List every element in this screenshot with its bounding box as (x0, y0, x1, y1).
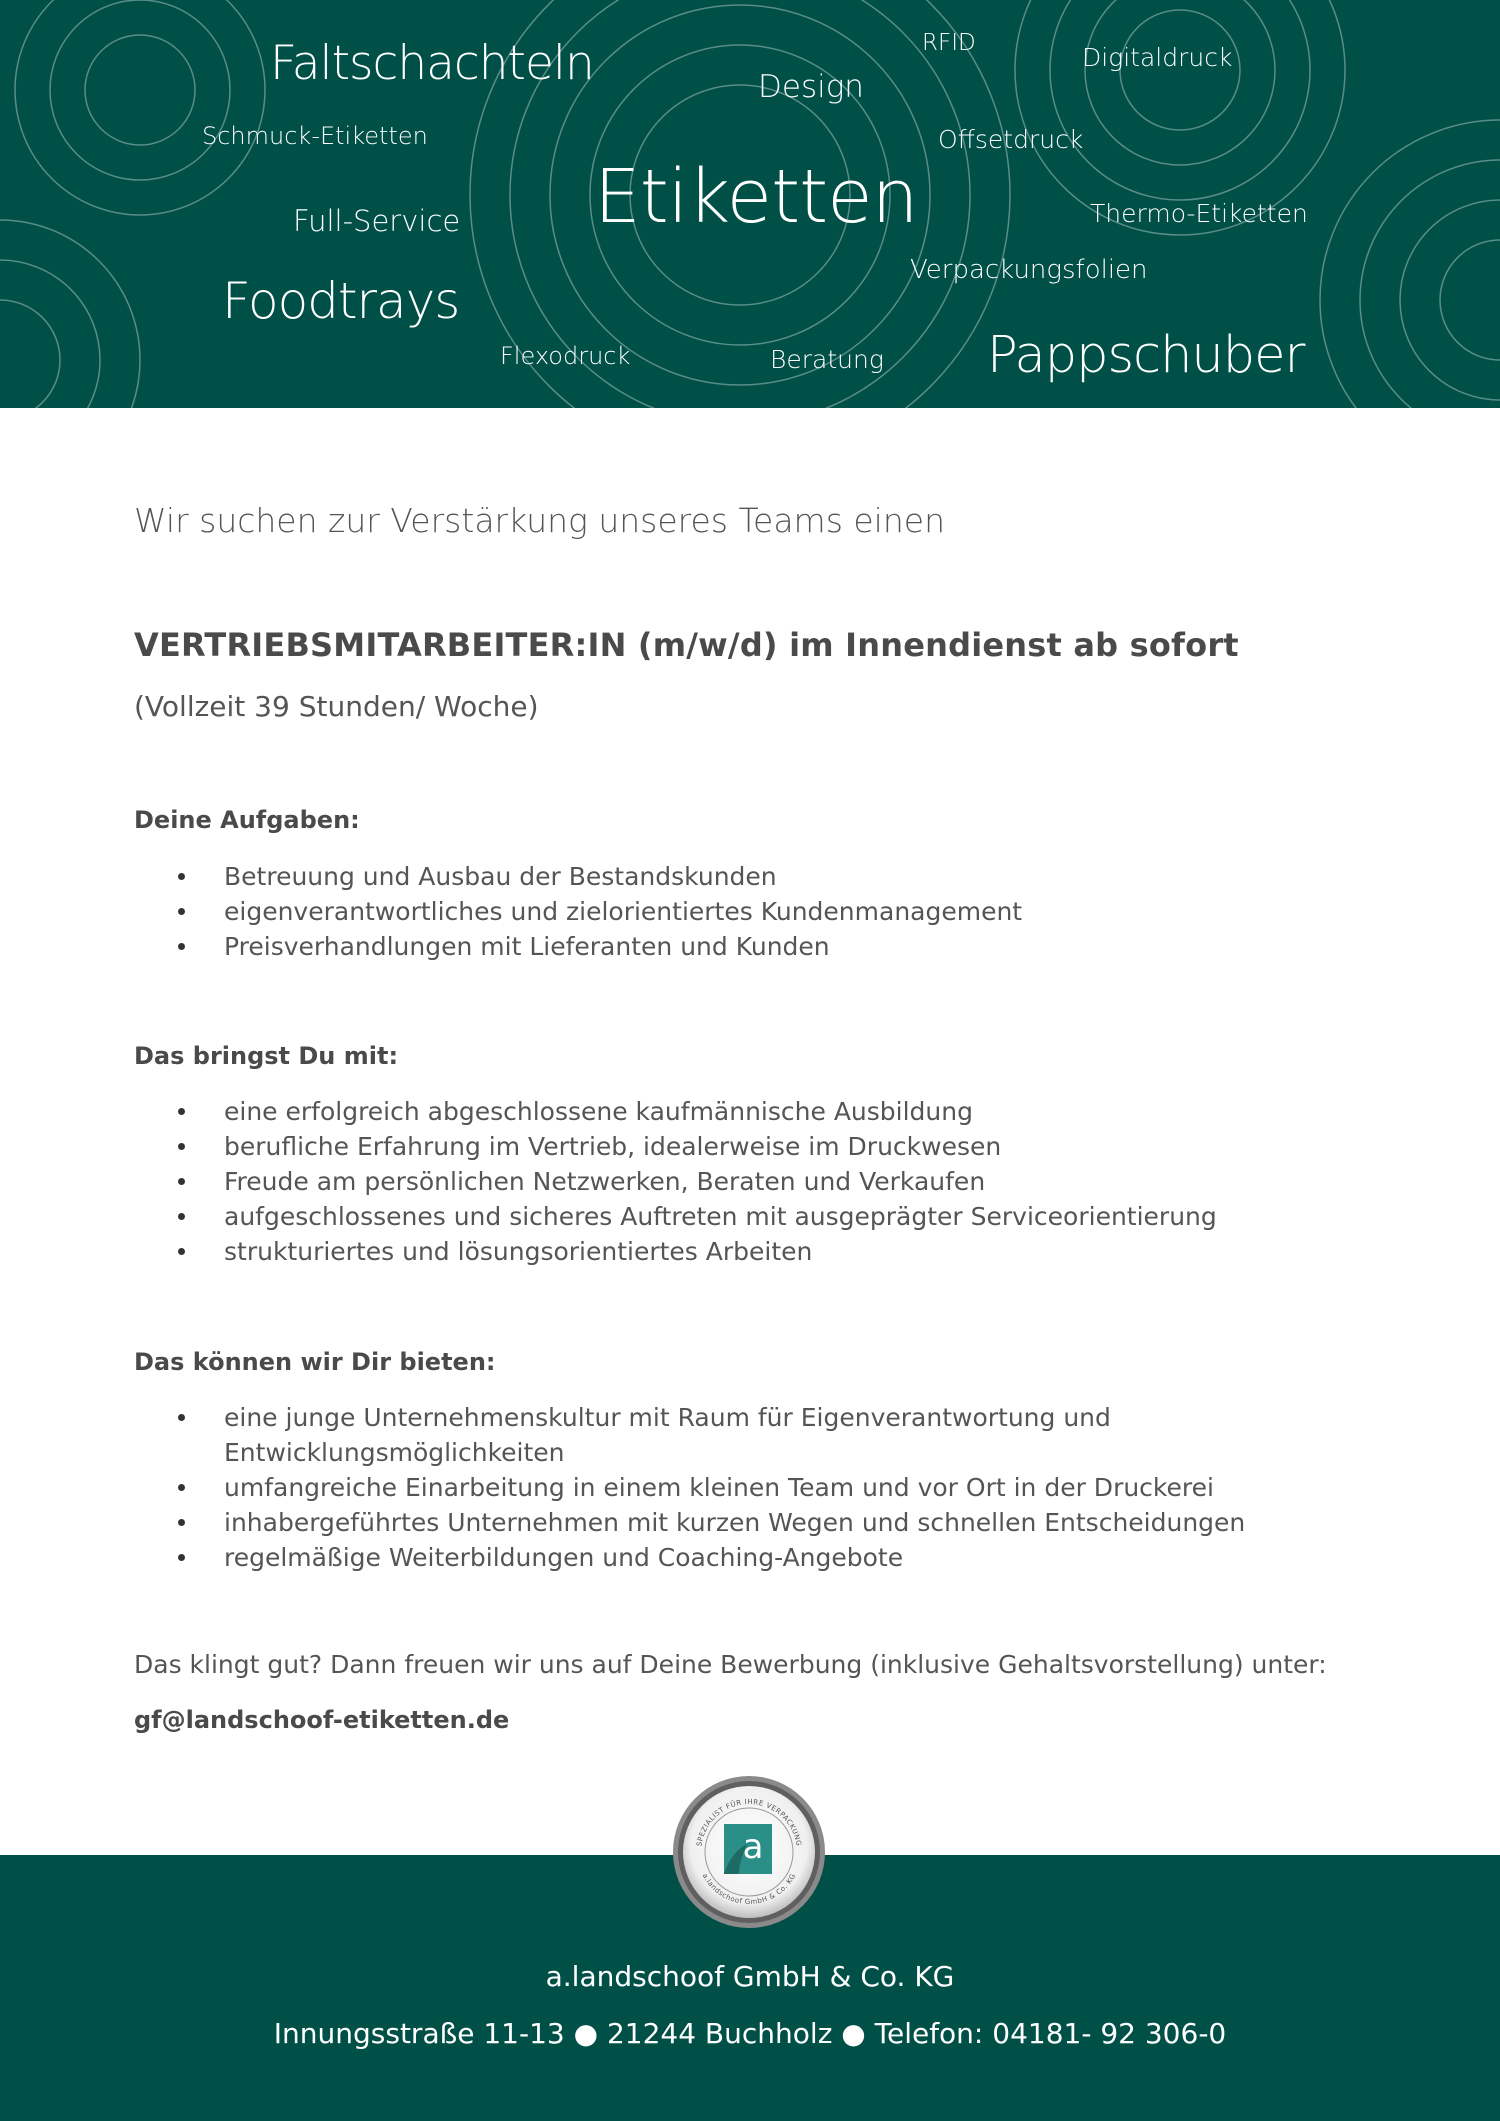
list-profil (134, 1094, 1354, 1269)
job-subtitle: (Vollzeit 39 Stunden/ Woche) (134, 690, 539, 723)
section-heading-angebot: Das können wir Dir bieten: (134, 1348, 496, 1376)
list-item: strukturiertes und lösungsorientiertes Arbeiten (134, 1234, 1354, 1269)
list-item: regelmäßige Weiterbildungen und Coaching-Angebote (134, 1540, 1134, 1575)
tag-rfid: RFID (922, 30, 976, 56)
tag-faltschachteln: Faltschachteln (270, 36, 594, 91)
list-item: Betreuung und Ausbau der Bestandskunden (134, 859, 1354, 894)
list-item: eine junge Unternehmenskultur mit Raum für Eigenverantwortung und Entwicklungsmöglichkeiten (134, 1400, 1134, 1470)
section-heading-profil: Das bringst Du mit: (134, 1042, 399, 1070)
list-item: eigenverantwortliches und zielorientiertes Kundenmanagement (134, 894, 1354, 929)
tag-pappschuber: Pappschuber (987, 326, 1305, 385)
seal-bottom-text: a.landschoof GmbH & Co. KG (700, 1872, 798, 1907)
tag-foodtrays: Foodtrays (222, 272, 460, 330)
section-heading-aufgaben: Deine Aufgaben: (134, 806, 360, 834)
list-item: umfangreiche Einarbeitung in einem kleinen Team und vor Ort in der Druckerei (134, 1470, 1500, 1505)
list-item: Preisverhandlungen mit Lieferanten und Kunden (134, 929, 1354, 964)
company-address: Innungsstraße 11-13 ● 21244 Buchholz ● Telefon: 04181- 92 306-0 (273, 2017, 1227, 2050)
list-item: aufgeschlossenes und sicheres Auftreten mit ausgeprägter Serviceorientierung (134, 1199, 1354, 1234)
tag-digitaldruck: Digitaldruck (1082, 43, 1233, 72)
tag-full-service: Full-Service (293, 204, 461, 238)
job-title: VERTRIEBSMITARBEITER:IN (m/w/d) im Innendienst ab sofort (134, 626, 1239, 664)
application-call: Das klingt gut? Dann freuen wir uns auf Deine Bewerbung (inklusive Gehaltsvorstellung) unter: (134, 1650, 1327, 1679)
list-item: inhabergeführtes Unternehmen mit kurzen Wegen und schnellen Entscheidungen (134, 1505, 1500, 1540)
list-angebot (134, 1400, 1246, 1575)
intro-text: Wir suchen zur Verstärkung unseres Teams einen (134, 501, 945, 540)
company-seal-logo (669, 1772, 829, 1932)
header-banner (0, 0, 1500, 408)
seal-letter: a (742, 1827, 764, 1867)
tag-thermo-etiketten: Thermo-Etiketten (1090, 199, 1308, 228)
tag-schmuck-etiketten: Schmuck-Etiketten (202, 122, 428, 150)
list-item: Freude am persönlichen Netzwerken, Beraten und Verkaufen (134, 1164, 1354, 1199)
tag-verpackungsfolien: Verpackungsfolien (910, 255, 1148, 285)
list-item: berufliche Erfahrung im Vertrieb, idealerweise im Druckwesen (134, 1129, 1354, 1164)
tag-design: Design (758, 69, 864, 105)
list-item: eine erfolgreich abgeschlossene kaufmännische Ausbildung (134, 1094, 1354, 1129)
contact-email-link[interactable]: gf@landschoof-etiketten.de (134, 1706, 510, 1734)
tag-etiketten: Etiketten (594, 154, 918, 240)
company-name: a.landschoof GmbH & Co. KG (545, 1960, 955, 1993)
list-aufgaben (134, 859, 1354, 964)
tag-flexodruck: Flexodruck (500, 342, 631, 370)
seal-top-text: SPEZIALIST FÜR IHRE VERPACKUNG (695, 1797, 803, 1847)
tag-beratung: Beratung (770, 345, 884, 374)
tag-offsetdruck: Offsetdruck (938, 125, 1084, 154)
